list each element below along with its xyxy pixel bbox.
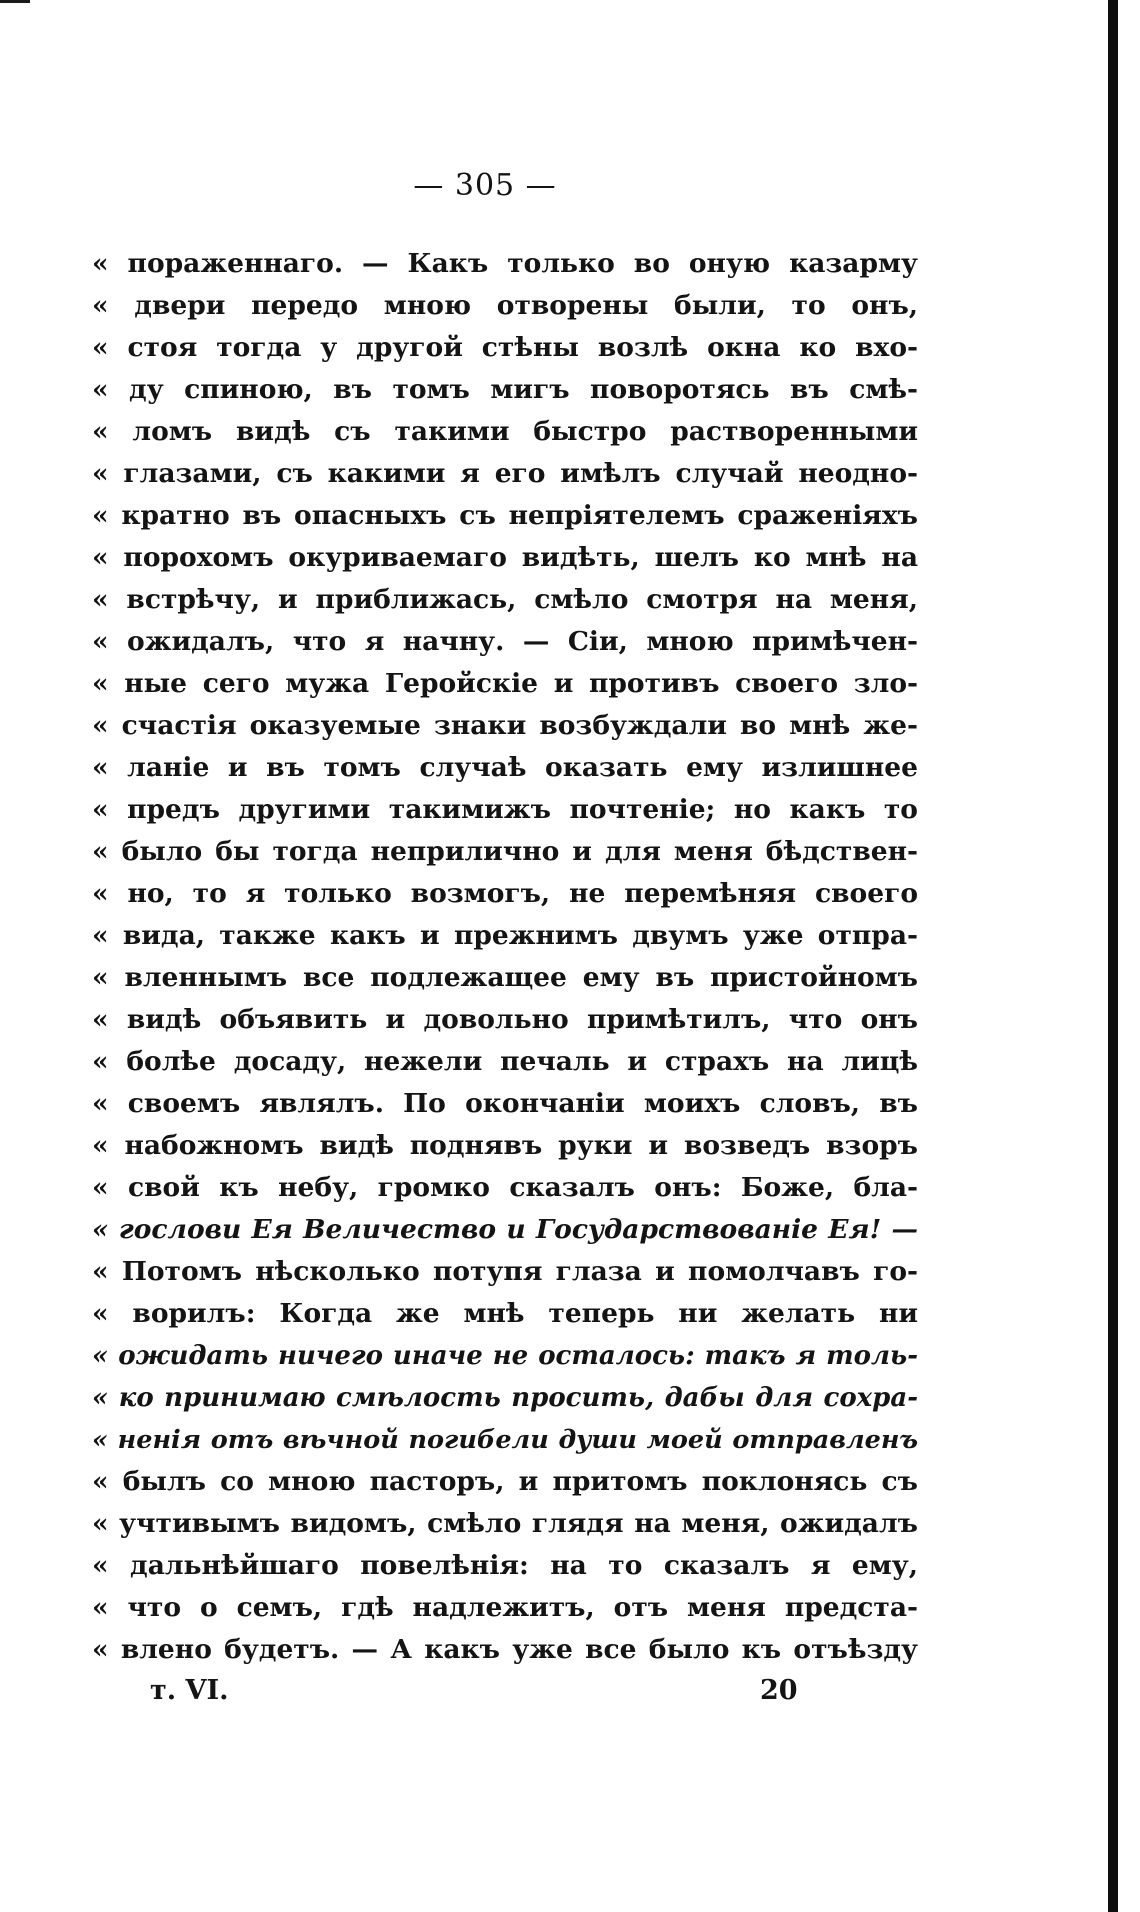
text-line: « дальнѣйшаго повелѣнія: на то сказалъ я ему, (92, 1550, 918, 1581)
text-line: « ненія отъ вѣчной погибели души моей отправленъ (92, 1425, 918, 1455)
text-line: « болѣе досаду, нежели печаль и страхъ на лицѣ (92, 1046, 918, 1077)
text-line: « ворилъ: Когда же мнѣ теперь ни желать ни (92, 1298, 918, 1329)
text-line: « двери передо мною отворены были, то онъ, (92, 290, 918, 321)
text-line: « ожидать ничего иначе не осталось: такъ я толь- (92, 1341, 918, 1371)
text-line: « учтивымъ видомъ, смѣло глядя на меня, ожидалъ (92, 1508, 918, 1539)
text-line: « счастія оказуемые знаки возбуждали во мнѣ же- (92, 710, 918, 741)
text-line: « набожномъ видѣ поднявъ руки и возведъ взоръ (92, 1130, 918, 1161)
text-line: « ко принимаю смѣлость просить, дабы для сохра- (92, 1383, 918, 1413)
text-line: « Потомъ нѣсколько потупя глаза и помолчавъ го- (92, 1256, 918, 1287)
text-line: « видѣ объявить и довольно примѣтилъ, что онъ (92, 1004, 918, 1035)
text-line: « но, то я только возмогъ, не перемѣняя своего (92, 878, 918, 909)
text-line: « предъ другими такимижъ почтеніе; но какъ то (92, 794, 918, 825)
text-line: « глазами, съ какими я его имѣлъ случай неодно- (92, 458, 918, 489)
volume-mark: т. VI. (150, 1675, 229, 1706)
text-line: « ланіе и въ томъ случаѣ оказать ему излишнее (92, 752, 918, 783)
text-line: « ломъ видѣ съ такими быстро растворенными (92, 416, 918, 447)
scan-edge-bar (1108, 0, 1118, 1912)
body-text (92, 243, 918, 1671)
text-line: « вида, также какъ и прежнимъ двумъ уже отпра- (92, 920, 918, 951)
text-line: « ожидалъ, что я начну. — Сіи, мною примѣчен- (92, 626, 918, 657)
text-line: « вленнымъ все подлежащее ему въ пристойномъ (92, 962, 918, 993)
text-line: « стоя тогда у другой стѣны возлѣ окна ко вхо- (92, 332, 918, 363)
text-line: « встрѣчу, и приближась, смѣло смотря на меня, (92, 584, 918, 615)
text-line: « ду спиною, въ томъ мигъ поворотясь въ смѣ- (92, 374, 918, 405)
text-line: « ные сего мужа Геройскіе и противъ своего зло- (92, 668, 918, 699)
text-line: « свой къ небу, громко сказалъ онъ: Боже, бла- (92, 1172, 918, 1203)
text-line: « пораженнаго. — Какъ только во оную казарму (92, 248, 918, 279)
page-number: — 305 — (413, 168, 557, 203)
text-line: « порохомъ окуриваемаго видѣть, шелъ ко мнѣ на (92, 542, 918, 573)
text-line: « что о семъ, гдѣ надлежитъ, отъ меня предста- (92, 1592, 918, 1623)
text-line: « было бы тогда неприлично и для меня бѣдствен- (92, 836, 918, 867)
signature-mark: 20 (760, 1675, 798, 1706)
text-line: « своемъ являлъ. По окончаніи моихъ словъ, въ (92, 1088, 918, 1119)
scan-corner-mark (0, 0, 30, 3)
text-line: « кратно въ опасныхъ съ непріятелемъ сраженіяхъ (92, 500, 918, 531)
text-line: « былъ со мною пасторъ, и притомъ поклонясь съ (92, 1466, 918, 1497)
text-line: « влено будетъ. — А какъ уже все было къ отъѣзду (92, 1634, 918, 1665)
text-line: « гослови Ея Величество и Государствованіе Ея! — (92, 1214, 918, 1245)
